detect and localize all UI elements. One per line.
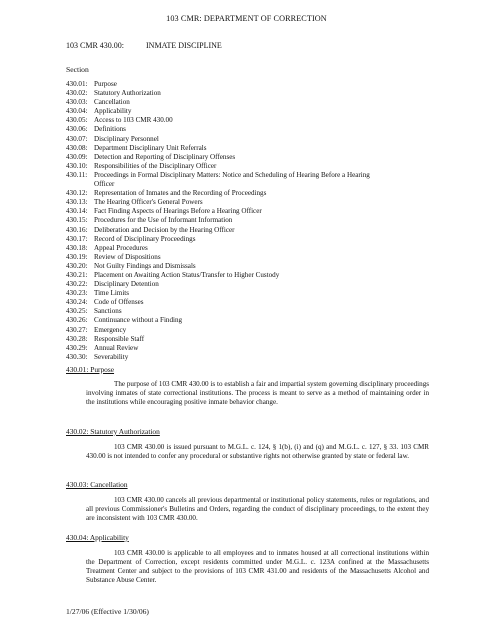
toc-entry-title: Responsible Staff bbox=[94, 334, 145, 343]
toc-entry bbox=[66, 262, 446, 271]
toc-entry-title: Code of Offenses bbox=[94, 298, 144, 307]
section-body-applicability: 103 CMR 430.00 is applicable to all employees and to inmates housed at all correctional institutions within the Department of Correction, except residents committed under M.G.L. c. 123A confined at the Massachusetts Treatment Center and subject to the provisions of 103 CMR 431.00 and residents of the Massachusetts Alcohol and Substance Abuse Center. bbox=[86, 549, 429, 585]
toc-entry-number: 430.19: bbox=[66, 252, 88, 261]
toc-entry bbox=[66, 244, 446, 253]
toc-entry bbox=[66, 235, 446, 244]
toc-entry bbox=[66, 80, 446, 89]
toc-entry-number: 430.05: bbox=[66, 116, 88, 125]
toc-entry bbox=[66, 298, 446, 307]
toc-entry-title: Emergency bbox=[94, 325, 127, 334]
toc-entry bbox=[66, 280, 446, 289]
footer-date: 1/27/06 (Effective 1/30/06) bbox=[66, 607, 149, 616]
toc-entry bbox=[66, 189, 446, 198]
toc-entry-number: 430.16: bbox=[66, 225, 88, 234]
toc-entry-number: 430.06: bbox=[66, 125, 88, 134]
section-label: Section bbox=[66, 65, 89, 74]
toc-entry bbox=[66, 326, 446, 335]
toc-entry bbox=[66, 335, 446, 344]
toc-entry-title: Disciplinary Personnel bbox=[94, 134, 159, 143]
toc-entry bbox=[66, 116, 446, 125]
toc-entry-title: Department Disciplinary Unit Referrals bbox=[94, 143, 207, 152]
toc-entry-number: 430.18: bbox=[66, 243, 88, 252]
toc-entry-number: 430.26: bbox=[66, 316, 88, 325]
toc-entry-title: Disciplinary Detention bbox=[94, 280, 159, 289]
section-body-cancellation: 103 CMR 430.00 cancels all previous departmental or institutional policy statements, rules or regulations, and all previous Commissioner's Bulletins and Orders, regarding the conduct of disciplinary proceedings, to the extent they are inconsistent with 103 CMR 430.00. bbox=[86, 496, 429, 523]
toc-entry-title: Appeal Procedures bbox=[94, 243, 148, 252]
toc-entry bbox=[66, 171, 446, 180]
toc-entry bbox=[66, 144, 446, 153]
toc-entry-number: 430.04: bbox=[66, 107, 88, 116]
toc-entry-title: Continuance without a Finding bbox=[94, 316, 183, 325]
toc-entry-number: 430.14: bbox=[66, 207, 88, 216]
toc-entry-number: 430.15: bbox=[66, 216, 88, 225]
toc-entry-title: Representation of Inmates and the Recording of Proceedings bbox=[94, 189, 267, 198]
toc-entry-number: 430.09: bbox=[66, 152, 88, 161]
toc-entry-title: Proceedings in Formal Disciplinary Matters: Notice and Scheduling of Hearing Before a Hearing bbox=[94, 170, 370, 179]
toc-entry-title: Cancellation bbox=[94, 98, 130, 107]
table-of-contents bbox=[66, 80, 446, 362]
toc-entry-number: 430.22: bbox=[66, 280, 88, 289]
toc-entry bbox=[66, 271, 446, 280]
toc-entry-title-continued: Officer bbox=[94, 180, 115, 189]
toc-entry-number: 430.28: bbox=[66, 334, 88, 343]
section-heading-cancellation: 430.03: Cancellation bbox=[66, 480, 128, 489]
toc-entry bbox=[66, 289, 446, 298]
toc-entry-title: Detection and Reporting of Disciplinary Offenses bbox=[94, 152, 236, 161]
chapter-name: INMATE DISCIPLINE bbox=[146, 41, 222, 50]
toc-entry-title: Statutory Authorization bbox=[94, 89, 161, 98]
toc-entry-title: Applicability bbox=[94, 107, 132, 116]
toc-entry bbox=[66, 98, 446, 107]
toc-entry bbox=[66, 316, 446, 325]
toc-entry-title: Responsibilities of the Disciplinary Officer bbox=[94, 161, 217, 170]
toc-entry bbox=[66, 125, 446, 134]
toc-entry bbox=[66, 253, 446, 262]
toc-entry bbox=[66, 89, 446, 98]
toc-entry-title: Not Guilty Findings and Dismissals bbox=[94, 261, 196, 270]
section-body-statutory-authorization: 103 CMR 430.00 is issued pursuant to M.G.L. c. 124, § 1(b), (i) and (q) and M.G.L. c. 127, § 33. 103 CMR 430.00 is not intended to confer any procedural or substantive rights not otherwise granted by state or federal law. bbox=[86, 443, 429, 461]
toc-entry-title: Annual Review bbox=[94, 343, 139, 352]
toc-entry bbox=[66, 216, 446, 225]
toc-entry-title: Sanctions bbox=[94, 307, 122, 316]
toc-entry-title: Access to 103 CMR 430.00 bbox=[94, 116, 173, 125]
section-heading-purpose: 430.01: Purpose bbox=[66, 365, 115, 374]
section-heading-applicability: 430.04: Applicability bbox=[66, 533, 129, 542]
toc-entry bbox=[66, 307, 446, 316]
section-heading-statutory-authorization: 430.02: Statutory Authorization bbox=[66, 427, 160, 436]
toc-entry-number: 430.27: bbox=[66, 325, 88, 334]
toc-entry-number: 430.23: bbox=[66, 289, 88, 298]
toc-entry-title: Time Limits bbox=[94, 289, 130, 298]
toc-entry-title: Deliberation and Decision by the Hearing Officer bbox=[94, 225, 235, 234]
toc-entry-title: Placement on Awaiting Action Status/Transfer to Higher Custody bbox=[94, 270, 280, 279]
toc-entry-title: The Hearing Officer's General Powers bbox=[94, 198, 203, 207]
toc-entry bbox=[66, 226, 446, 235]
toc-entry bbox=[66, 135, 446, 144]
toc-entry-number: 430.25: bbox=[66, 307, 88, 316]
toc-entry-number: 430.17: bbox=[66, 234, 88, 243]
toc-entry-title: Purpose bbox=[94, 80, 117, 88]
toc-entry bbox=[66, 107, 446, 116]
toc-entry-number: 430.01: bbox=[66, 80, 88, 88]
toc-entry-number: 430.11: bbox=[66, 170, 88, 179]
running-header: 103 CMR: DEPARTMENT OF CORRECTION bbox=[166, 14, 327, 23]
toc-entry-number: 430.30: bbox=[66, 352, 88, 361]
chapter-number: 103 CMR 430.00: bbox=[66, 41, 125, 50]
toc-entry-number: 430.12: bbox=[66, 189, 88, 198]
toc-entry bbox=[66, 153, 446, 162]
toc-entry-title: Review of Dispositions bbox=[94, 252, 161, 261]
section-body-purpose: The purpose of 103 CMR 430.00 is to establish a fair and impartial system governing disciplinary proceedings involving inmates of state correctional institutions. The process is meant to serve as a method of maintaining order in the institutions while encouraging positive inmate behavior change. bbox=[86, 380, 429, 407]
toc-entry bbox=[66, 353, 446, 362]
toc-entry-number: 430.29: bbox=[66, 343, 88, 352]
toc-entry-title: Procedures for the Use of Informant Information bbox=[94, 216, 233, 225]
toc-entry-title: Fact Finding Aspects of Hearings Before a Hearing Officer bbox=[94, 207, 262, 216]
toc-entry-number: 430.08: bbox=[66, 143, 88, 152]
toc-entry-number: 430.20: bbox=[66, 261, 88, 270]
toc-entry-title: Record of Disciplinary Proceedings bbox=[94, 234, 196, 243]
toc-entry-number: 430.24: bbox=[66, 298, 88, 307]
toc-entry bbox=[66, 207, 446, 216]
toc-entry-number: 430.02: bbox=[66, 89, 88, 98]
toc-entry-number: 430.10: bbox=[66, 161, 88, 170]
toc-entry bbox=[66, 198, 446, 207]
toc-entry bbox=[66, 162, 446, 171]
toc-entry-number: 430.21: bbox=[66, 270, 88, 279]
toc-entry-title: Severability bbox=[94, 352, 129, 361]
toc-entry-number: 430.13: bbox=[66, 198, 88, 207]
toc-entry-number: 430.03: bbox=[66, 98, 88, 107]
chapter-title bbox=[66, 41, 222, 50]
toc-entry-title: Definitions bbox=[94, 125, 126, 134]
toc-entry-number: 430.07: bbox=[66, 134, 88, 143]
toc-entry bbox=[66, 344, 446, 353]
